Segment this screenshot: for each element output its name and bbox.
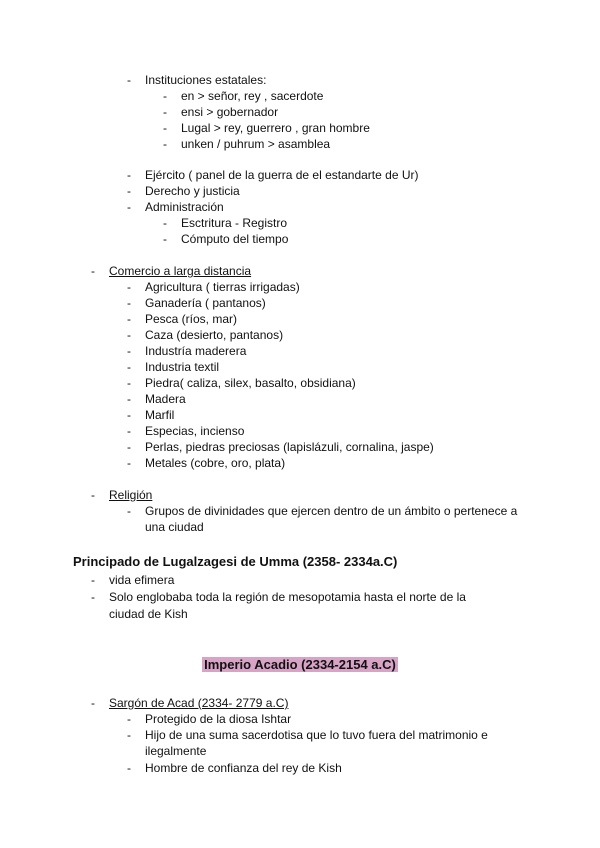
bullet-dash: - [127,328,131,342]
bullet-dash: - [127,456,131,470]
list-item: ensi > gobernador [181,105,279,119]
list-item: Madera [145,392,186,406]
instituciones-title: Instituciones estatales: [145,73,267,87]
religion-desc-line2: una ciudad [145,520,204,534]
sargon-title: Sargón de Acad (2334- 2779 a.C) [109,696,289,710]
bullet-dash: - [127,504,131,518]
bullet-dash: - [127,424,131,438]
bullet-dash: - [127,168,131,182]
bullet-dash: - [91,264,95,278]
principado-item-line1: Solo englobaba toda la región de mesopotamia hasta el norte de la [109,590,466,604]
bullet-dash: - [163,216,167,230]
list-item: Caza (desierto, pantanos) [145,328,284,342]
bullet-dash: - [91,696,95,710]
bullet-dash: - [127,408,131,422]
religion-title: Religión [109,488,153,502]
list-item: Cómputo del tiempo [181,232,289,246]
administracion-title: Administración [145,200,224,214]
bullet-dash: - [127,344,131,358]
bullet-dash: - [91,488,95,502]
ejercito-item: Ejército ( panel de la guerra de el estandarte de Ur) [145,168,419,182]
sargon-item-line2: ilegalmente [145,744,207,758]
bullet-dash: - [127,280,131,294]
list-item: Lugal > rey, guerrero , gran hombre [181,121,370,135]
bullet-dash: - [127,184,131,198]
list-item: Perlas, piedras preciosas (lapislázuli, cornalina, jaspe) [145,440,434,454]
list-item: Metales (cobre, oro, plata) [145,456,286,470]
list-item: Especias, incienso [145,424,245,438]
bullet-dash: - [127,761,131,775]
list-item: Industria textil [145,360,220,374]
list-item: Agricultura ( tierras irrigadas) [145,280,300,294]
bullet-dash: - [163,89,167,103]
derecho-item: Derecho y justicia [145,184,240,198]
religion-desc-line1: Grupos de divinidades que ejercen dentro de un ámbito o pertenece a [145,504,518,518]
list-item: Industría maderera [145,344,247,358]
list-item: Hombre de confianza del rey de Kish [145,761,342,775]
list-item: Pesca (ríos, mar) [145,312,238,326]
sargon-item-line1: Hijo de una suma sacerdotisa que lo tuvo fuera del matrimonio e [145,728,488,742]
bullet-dash: - [127,712,131,726]
bullet-dash: - [127,392,131,406]
principado-item: vida efimera [109,573,175,587]
principado-heading: Principado de Lugalzagesi de Umma (2358- 2334a.C) [73,554,398,569]
bullet-dash: - [127,296,131,310]
list-item: en > señor, rey , sacerdote [181,89,324,103]
bullet-dash: - [127,200,131,214]
bullet-dash: - [127,440,131,454]
bullet-dash: - [163,137,167,151]
bullet-dash: - [91,590,95,604]
bullet-dash: - [127,376,131,390]
principado-item-line2: ciudad de Kish [109,607,188,621]
bullet-dash: - [127,360,131,374]
bullet-dash: - [163,232,167,246]
imperio-heading-wrap [0,656,600,674]
imperio-heading: Imperio Acadio (2334-2154 a.C) [204,657,396,672]
list-item: Ganadería ( pantanos) [145,296,266,310]
comercio-title: Comercio a larga distancia [109,264,252,278]
bullet-dash: - [163,105,167,119]
bullet-dash: - [127,73,131,87]
bullet-dash: - [127,312,131,326]
list-item: Esctritura - Registro [181,216,288,230]
list-item: unken / puhrum > asamblea [181,137,331,151]
bullet-dash: - [163,121,167,135]
bullet-dash: - [127,728,131,742]
bullet-dash: - [91,573,95,587]
list-item: Protegido de la diosa Ishtar [145,712,292,726]
list-item: Piedra( caliza, silex, basalto, obsidiana) [145,376,356,390]
list-item: Marfil [145,408,175,422]
